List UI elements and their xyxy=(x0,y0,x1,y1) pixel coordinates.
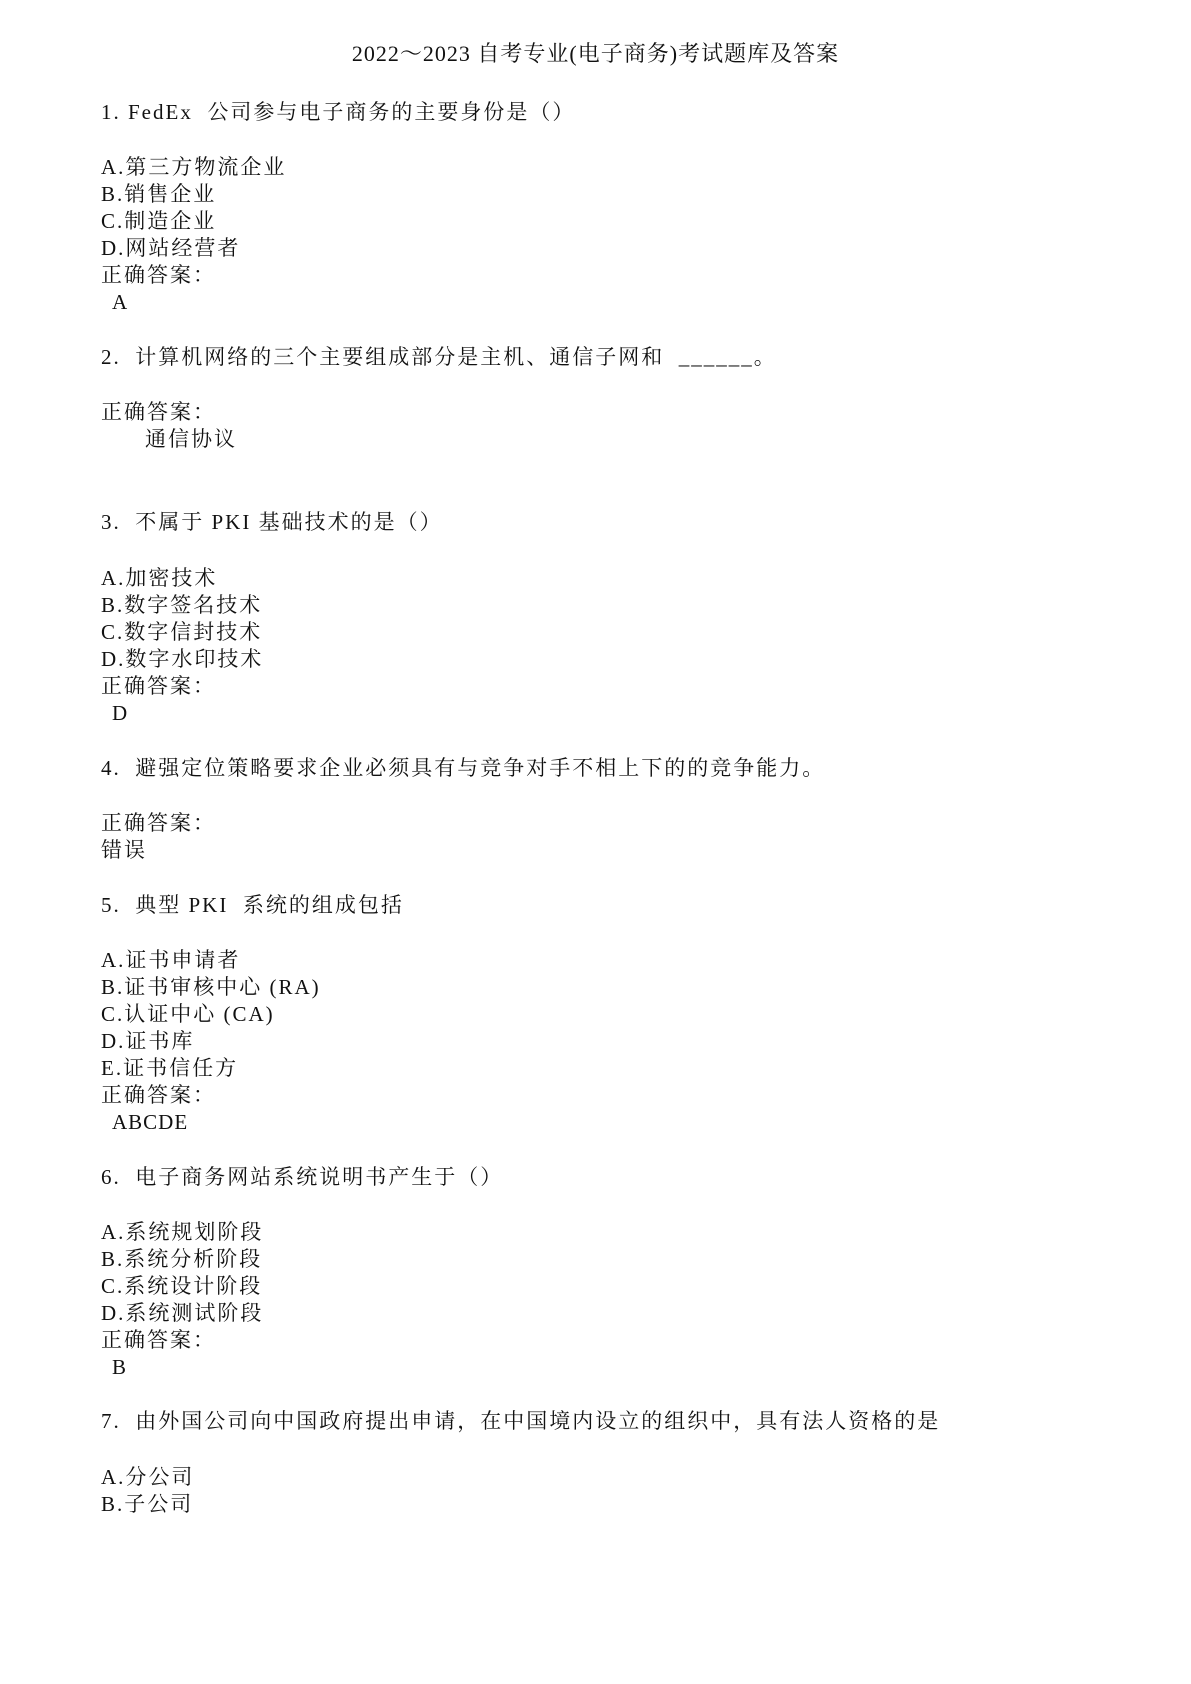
question-3-option-c: C.数字信封技术 xyxy=(101,620,263,644)
question-6-option-a: A.系统规划阶段 xyxy=(101,1220,264,1244)
question-5-option-d: D.证书库 xyxy=(101,1029,195,1053)
question-1-option-d: D.网站经营者 xyxy=(101,236,241,260)
question-3-option-d: D.数字水印技术 xyxy=(101,647,264,671)
question-5-option-a: A.证书申请者 xyxy=(101,948,241,972)
question-7-stem: 7. 由外国公司向中国政府提出申请，在中国境内设立的组织中，具有法人资格的是 xyxy=(101,1409,941,1433)
question-3-option-b: B.数字签名技术 xyxy=(101,593,263,617)
question-1-stem: 1. FedEx 公司参与电子商务的主要身份是（） xyxy=(101,100,576,124)
question-5-option-b: B.证书审核中心 (RA) xyxy=(101,975,321,999)
question-3-answer-label: 正确答案： xyxy=(101,674,216,698)
question-3-option-a: A.加密技术 xyxy=(101,566,218,590)
question-1-option-c: C.制造企业 xyxy=(101,209,217,233)
question-5-answer-label: 正确答案： xyxy=(101,1083,216,1107)
document-title: 2022～2023 自考专业(电子商务)考试题库及答案 xyxy=(351,41,840,66)
question-1-answer-label: 正确答案： xyxy=(101,263,216,287)
question-6-option-d: D.系统测试阶段 xyxy=(101,1301,264,1325)
question-7-option-a: A.分公司 xyxy=(101,1465,195,1489)
question-6-answer-label: 正确答案： xyxy=(101,1328,216,1352)
question-6-option-c: C.系统设计阶段 xyxy=(101,1274,263,1298)
question-2-answer: 通信协议 xyxy=(145,427,237,451)
question-3-answer: D xyxy=(112,701,129,725)
question-5-option-c: C.认证中心 (CA) xyxy=(101,1002,275,1026)
question-2-answer-label: 正确答案： xyxy=(101,400,216,424)
question-6-option-b: B.系统分析阶段 xyxy=(101,1247,263,1271)
question-3-stem: 3. 不属于 PKI 基础技术的是（） xyxy=(101,510,443,534)
question-2-stem: 2. 计算机网络的三个主要组成部分是主机、通信子网和 ______。 xyxy=(101,345,777,369)
question-5-option-e: E.证书信任方 xyxy=(101,1056,239,1080)
question-4-stem: 4. 避强定位策略要求企业必须具有与竞争对手不相上下的的竞争能力。 xyxy=(101,756,826,780)
question-1-option-b: B.销售企业 xyxy=(101,182,217,206)
question-4-answer-label: 正确答案： xyxy=(101,811,216,835)
question-4-answer: 错误 xyxy=(101,838,147,862)
question-5-stem: 5. 典型 PKI 系统的组成包括 xyxy=(101,893,404,917)
question-1-option-a: A.第三方物流企业 xyxy=(101,155,287,179)
question-6-stem: 6. 电子商务网站系统说明书产生于（） xyxy=(101,1165,504,1189)
question-6-answer: B xyxy=(112,1355,128,1379)
question-5-answer: ABCDE xyxy=(112,1110,189,1134)
question-7-option-b: B.子公司 xyxy=(101,1492,194,1516)
question-1-answer: A xyxy=(112,290,129,314)
